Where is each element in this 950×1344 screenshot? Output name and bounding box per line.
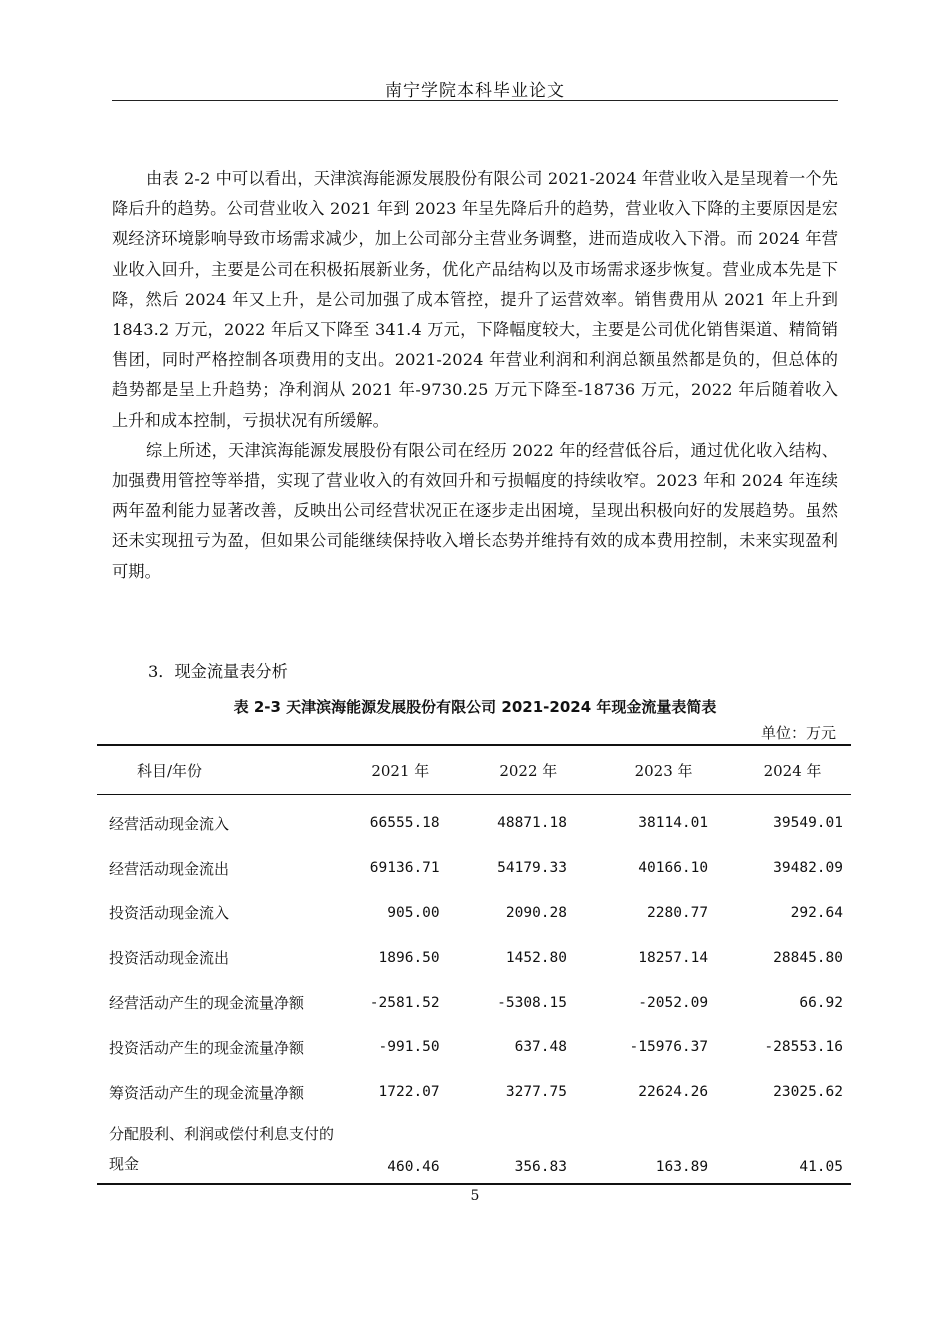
cell-value: -15976.37 <box>629 1039 709 1056</box>
cell-value: -2052.09 <box>638 994 709 1011</box>
row-label: 投资活动现金流出 <box>109 949 230 968</box>
row-label: 投资活动产生的现金流量净额 <box>109 1038 305 1057</box>
header-2021: 2021 年 <box>337 745 464 795</box>
section-heading: 3．现金流量表分析 <box>148 662 288 681</box>
row-label: 经营活动产生的现金流量净额 <box>109 994 305 1013</box>
table-row <box>97 846 851 891</box>
table-row <box>97 1025 851 1070</box>
header-rule <box>112 100 838 101</box>
cell-value: 39482.09 <box>773 860 843 877</box>
table-unit: 单位：万元 <box>760 724 836 742</box>
cell-value: 48871.18 <box>497 815 567 832</box>
cell-value: -5308.15 <box>497 994 567 1011</box>
cell-value: 163.89 <box>593 1115 734 1184</box>
cell-value: 39549.01 <box>773 815 843 832</box>
header-2023: 2023 年 <box>593 745 734 795</box>
cell-value: 3277.75 <box>505 1084 567 1101</box>
cell-value: 66555.18 <box>369 815 440 832</box>
cell-value: 637.48 <box>514 1039 567 1056</box>
header-subject: 科目/年份 <box>97 745 337 795</box>
header-2022: 2022 年 <box>464 745 593 795</box>
table-caption: 表 2-3 天津滨海能源发展股份有限公司 2021-2024 年现金流量表简表 <box>233 698 717 716</box>
cell-value: -28553.16 <box>764 1039 843 1056</box>
paragraph-analysis: 由表 2-2 中可以看出，天津滨海能源发展股份有限公司 2021-2024 年营业收入是呈现着一个先降后升的趋势。公司营业收入 2021 年到 2023 年呈先降后升的趋势，营业收入下降的主要原因是宏观经济环境影响导致市场需求减少，加上公司部分主营业务调整，进而造成收入下滑。而 2024 年营业收入回升，主要是公司在积极拓展新业务，优化产品结构以及市场需求逐步恢复。营业成本先是下降，然后 2024 年又上升，是公司加强了成本管控，提升了运营效率。销售费用从 2021 年上升到 1843.2 万元，2022 年后又下降至 341.4 万元，下降幅度较大，主要是公司优化销售渠道、精简销售团，同时严格控制各项费用的支出。2021-2024 年营业利润和利润总额虽然都是负的，但总体的趋势都是呈上升趋势；净利润从 2021 年-9730.25 万元下降至-18736 万元，2022 年后随着收入上升和成本控制，亏损状况有所缓解。 <box>112 169 838 430</box>
table-row <box>97 891 851 936</box>
cell-value: 1452.80 <box>505 949 567 966</box>
page-number: 5 <box>470 1188 480 1204</box>
cell-value: 28845.80 <box>773 949 843 966</box>
paragraph-summary: 综上所述，天津滨海能源发展股份有限公司在经历 2022 年的经营低谷后，通过优化收入结构、加强费用管控等举措，实现了营业收入的有效回升和亏损幅度的持续收窄。2023 年和 2024 年连续两年盈利能力显著改善，反映出公司经营状况正在逐步走出困境，呈现出积极向好的发展趋势。虽然还未实现扭亏为盈，但如果公司能继续保持收入增长态势并维持有效的成本费用控制，未来实现盈利可期。 <box>112 440 838 581</box>
cell-value: 41.05 <box>734 1115 851 1184</box>
cell-value: 2280.77 <box>647 904 709 921</box>
cell-value: 356.83 <box>464 1115 593 1184</box>
cell-value: 460.46 <box>337 1115 464 1184</box>
cell-value: -2581.52 <box>369 994 440 1011</box>
cell-value: 23025.62 <box>773 1084 843 1101</box>
table-header-row <box>97 745 851 795</box>
body-text <box>112 164 838 587</box>
row-label: 经营活动现金流入 <box>109 814 230 833</box>
row-label: 投资活动现金流入 <box>109 904 230 923</box>
table-row <box>97 1070 851 1115</box>
cell-value: 54179.33 <box>497 860 567 877</box>
cell-value: 292.64 <box>790 904 843 921</box>
cash-flow-table <box>97 744 851 1185</box>
cell-value: 69136.71 <box>369 860 440 877</box>
header-2024: 2024 年 <box>734 745 851 795</box>
row-label: 筹资活动产生的现金流量净额 <box>109 1083 305 1102</box>
cell-value: 40166.10 <box>638 860 709 877</box>
cell-value: 1896.50 <box>378 949 440 966</box>
cell-value: 1722.07 <box>378 1084 440 1101</box>
cell-value: 22624.26 <box>638 1084 709 1101</box>
row-label: 分配股利、利润或偿付利息支付的现金 <box>97 1115 337 1184</box>
cell-value: 38114.01 <box>638 815 709 832</box>
cell-value: 18257.14 <box>638 949 709 966</box>
table-row <box>97 935 851 980</box>
row-label: 经营活动现金流出 <box>109 859 230 878</box>
table-row <box>97 980 851 1025</box>
running-header: 南宁学院本科毕业论文 <box>385 81 565 101</box>
cell-value: 66.92 <box>799 994 843 1011</box>
table-row <box>97 1115 851 1184</box>
cell-value: -991.50 <box>378 1039 440 1056</box>
cell-value: 2090.28 <box>505 904 567 921</box>
table-row <box>97 795 851 846</box>
cell-value: 905.00 <box>387 904 440 921</box>
